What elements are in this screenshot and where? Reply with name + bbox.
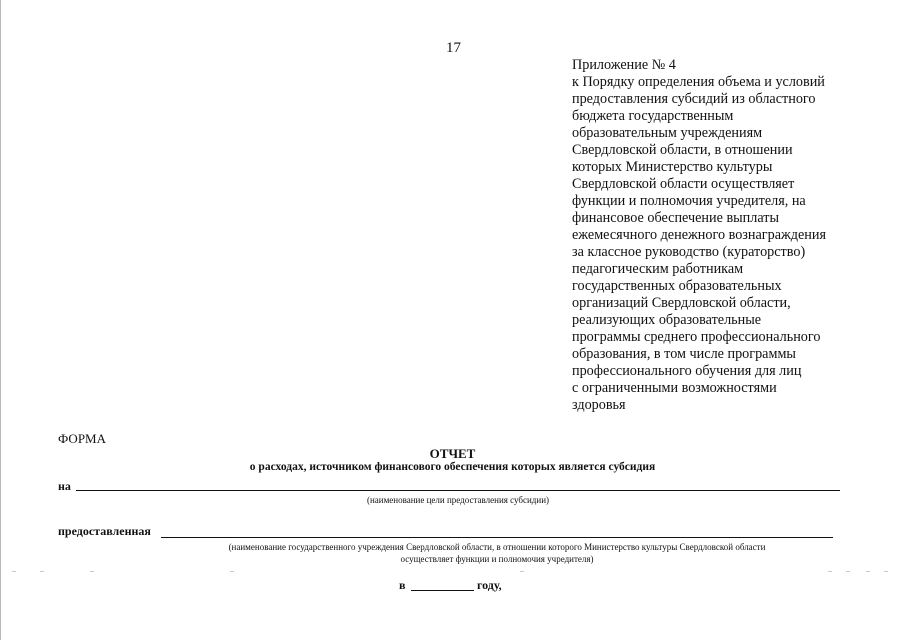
- na-label: на: [58, 479, 71, 493]
- appendix-line: ежемесячного денежного вознаграждения: [572, 227, 827, 243]
- scan-artifact: [846, 571, 850, 572]
- appendix-line: профессионального обучения для лиц: [572, 363, 802, 379]
- subsidy-purpose-caption: (наименование цели предоставления субсидии): [366, 495, 550, 505]
- page-left-edge: [0, 0, 1, 640]
- scan-artifact: [90, 571, 94, 572]
- appendix-line: реализующих образовательные: [572, 312, 762, 328]
- institution-caption-line2: осуществляет функции и полномочия учредителя): [400, 554, 594, 564]
- institution-name-line[interactable]: [161, 537, 833, 538]
- appendix-line: организаций Свердловской области,: [572, 295, 791, 311]
- appendix-line: бюджета государственным: [572, 108, 734, 124]
- appendix-line: Свердловской области осуществляет: [572, 176, 795, 192]
- appendix-line: образовательным учреждениям: [572, 125, 763, 141]
- appendix-line: образования, в том числе программы: [572, 346, 796, 362]
- report-title: ОТЧЕТ: [429, 446, 476, 461]
- page-number: 17: [446, 40, 461, 56]
- appendix-line: финансовое обеспечение выплаты: [572, 210, 780, 226]
- appendix-line: программы среднего профессионального: [572, 329, 821, 345]
- scan-artifact: [40, 571, 44, 572]
- appendix-line: за классное руководство (кураторство): [572, 244, 806, 260]
- appendix-line: государственных образовательных: [572, 278, 782, 294]
- appendix-line: здоровья: [572, 397, 626, 413]
- subsidy-purpose-line[interactable]: [76, 490, 840, 491]
- form-label: ФОРМА: [58, 431, 106, 446]
- appendix-line: предоставления субсидий из областного: [572, 91, 816, 107]
- year-suffix: году,: [477, 578, 502, 592]
- appendix-line: Приложение № 4: [572, 57, 676, 73]
- scan-artifact: [828, 571, 832, 572]
- scan-artifact: [12, 571, 16, 572]
- institution-caption-line1: (наименование государственного учреждения Свердловской области, в отношении которого Министерство культуры Свердловской области: [228, 542, 766, 552]
- report-subtitle: о расходах, источником финансового обеспечения которых является субсидия: [249, 461, 656, 473]
- scan-artifact: [520, 571, 524, 572]
- scan-artifact: [866, 571, 870, 572]
- appendix-line: педагогическим работникам: [572, 261, 744, 277]
- scan-artifact: [230, 571, 234, 572]
- appendix-block: [572, 57, 872, 414]
- appendix-line: функции и полномочия учредителя, на: [572, 193, 806, 209]
- scan-artifact: [884, 571, 888, 572]
- year-input-line[interactable]: [411, 590, 474, 591]
- provided-label: предоставленная: [58, 524, 151, 538]
- appendix-line: к Порядку определения объема и условий: [572, 74, 825, 90]
- institution-caption: [161, 541, 833, 565]
- year-prefix: в: [399, 578, 406, 592]
- appendix-line: которых Министерство культуры: [572, 159, 773, 175]
- appendix-line: Свердловской области, в отношении: [572, 142, 793, 158]
- appendix-line: с ограниченными возможностями: [572, 380, 777, 396]
